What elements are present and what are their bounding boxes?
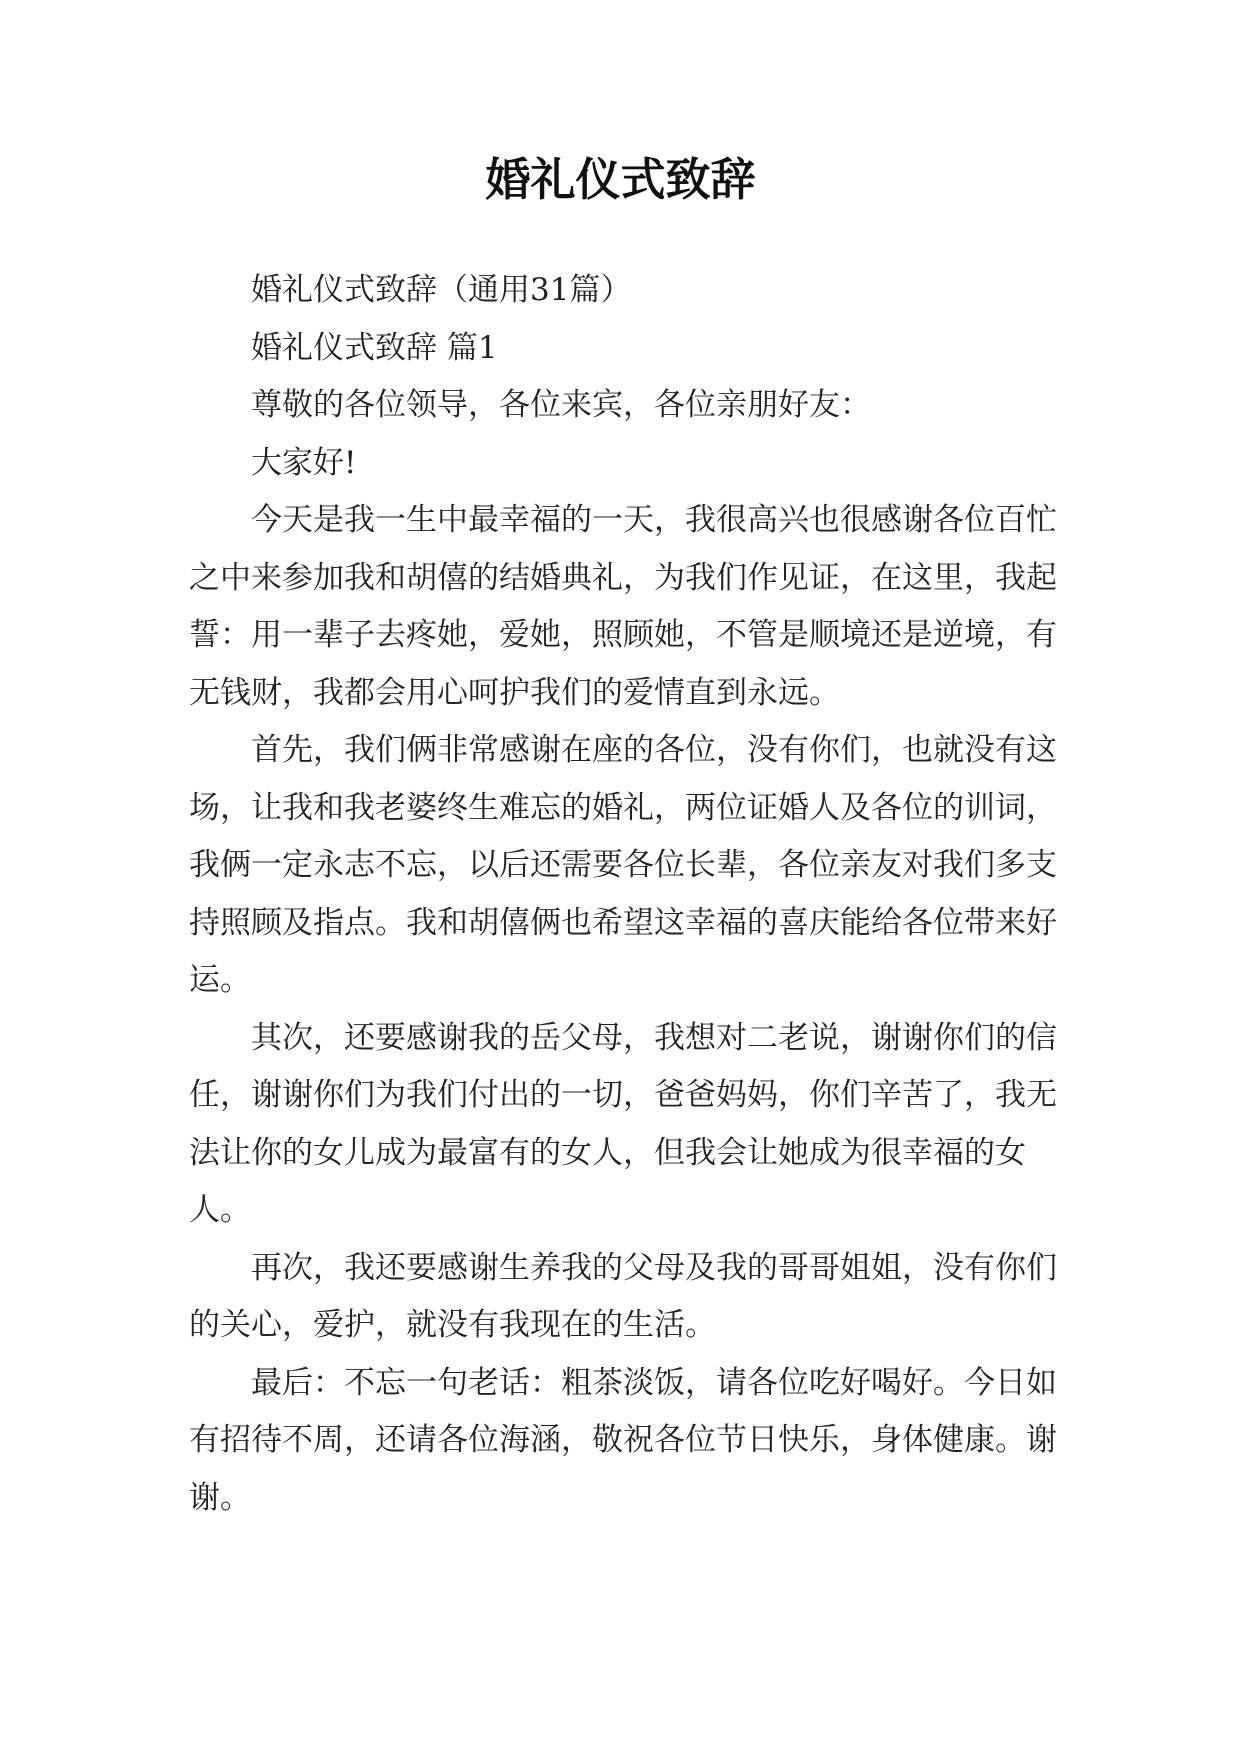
paragraph: 最后：不忘一句老话：粗茶淡饭，请各位吃好喝好。今日如有招待不周，还请各位海涵，敬祝各位节日快乐，身体健康。谢谢。 bbox=[189, 1364, 1057, 1516]
paragraph: 大家好! bbox=[251, 444, 357, 481]
paragraph: 尊敬的各位领导，各位来宾，各位亲朋好友： bbox=[251, 387, 871, 423]
paragraph: 其次，还要感谢我的岳父母，我想对二老说，谢谢你们的信任，谢谢你们为我们付出的一切，爸爸妈妈，你们辛苦了，我无法让你的女儿成为最富有的女人，但我会让她成为很幸福的女人。 bbox=[189, 1019, 1057, 1228]
paragraph: 首先，我们俩非常感谢在座的各位，没有你们，也就没有这场，让我和我老婆终生难忘的婚礼，两位证婚人及各位的训词，我俩一定永志不忘，以后还需要各位长辈，各位亲友对我们多支持照顾及指点。我和胡僖俩也希望这幸福的喜庆能给各位带来好运。 bbox=[189, 732, 1057, 998]
paragraph: 今天是我一生中最幸福的一天，我很高兴也很感谢各位百忙之中来参加我和胡僖的结婚典礼，为我们作见证，在这里，我起誓：用一辈子去疼她，爱她，照顾她，不管是顺境还是逆境，有无钱财，我都会用心呵护我们的爱情直到永远。 bbox=[189, 502, 1057, 711]
paragraph: 婚礼仪式致辞 篇1 bbox=[251, 329, 498, 366]
paragraph: 婚礼仪式致辞（通用31篇） bbox=[251, 272, 632, 308]
document-body bbox=[189, 262, 1057, 1527]
document-title: 婚礼仪式致辞 bbox=[485, 153, 756, 206]
paragraph: 再次，我还要感谢生养我的父母及我的哥哥姐姐，没有你们的关心，爱护，就没有我现在的生活。 bbox=[189, 1249, 1057, 1343]
